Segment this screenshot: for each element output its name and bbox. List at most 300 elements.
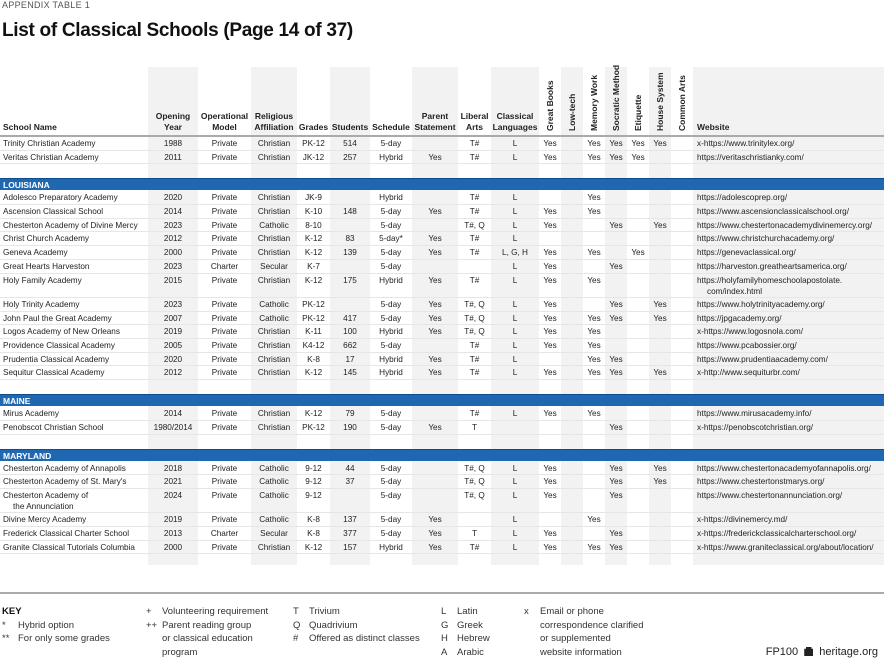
cell-students: 257 xyxy=(343,152,357,162)
key-col5 xyxy=(524,605,644,659)
cell-sm: Yes xyxy=(609,463,623,473)
cell-mw: Yes xyxy=(587,152,601,162)
key-text: or classical education xyxy=(162,633,253,644)
cell-year: 2005 xyxy=(163,341,183,351)
cell-gb: Yes xyxy=(543,152,557,162)
cell-sm: Yes xyxy=(609,139,623,148)
website-link[interactable]: https://www.holytrinityacademy.org/ xyxy=(697,300,825,309)
website-link[interactable]: https://adolescoprep.org/ xyxy=(697,193,788,203)
cell-et: Yes xyxy=(631,152,645,162)
key-entry xyxy=(146,619,268,633)
cell-model: Private xyxy=(211,152,238,162)
cell-religion: Catholic xyxy=(259,463,289,473)
cell-mw: Yes xyxy=(587,275,601,285)
cell-hs: Yes xyxy=(653,463,667,473)
school-name: Sequitur Classical Academy xyxy=(3,368,105,378)
page-title: List of Classical Schools (Page 14 of 37) xyxy=(2,20,353,41)
cell-sm: Yes xyxy=(609,261,623,271)
cell-model: Private xyxy=(211,207,238,217)
school-name: Ascension Classical School xyxy=(3,207,104,217)
cell-hs: Yes xyxy=(653,368,667,378)
school-name: Chesterton Academy of the Annunciation xyxy=(3,490,89,511)
key-text: Arabic xyxy=(457,646,484,658)
cell-parent: Yes xyxy=(428,234,442,244)
cell-year: 2019 xyxy=(163,515,183,525)
cell-students: 137 xyxy=(343,515,357,525)
website-link[interactable]: https://www.prudentiaacademy.com/ xyxy=(697,354,828,364)
cell-parent: Yes xyxy=(428,152,442,162)
cell-sm: Yes xyxy=(609,368,623,378)
cell-mw: Yes xyxy=(587,207,601,217)
key-entry xyxy=(524,605,644,619)
col-religious-affiliation: Religious Affiliation xyxy=(254,111,294,132)
cell-grades: K-12 xyxy=(304,542,323,552)
website-link[interactable]: https://genevaclassical.org/ xyxy=(697,248,796,258)
cell-schedule: 5-day xyxy=(380,515,402,525)
cell-model: Charter xyxy=(210,261,239,271)
cell-liberal: T# xyxy=(469,193,480,203)
table-row xyxy=(0,407,884,421)
table-row xyxy=(0,339,884,353)
cell-religion: Christian xyxy=(257,327,291,337)
cell-students: 148 xyxy=(343,207,357,217)
cell-grades: K4-12 xyxy=(302,341,325,351)
table-row xyxy=(0,527,884,541)
cell-grades: PK-12 xyxy=(302,313,325,323)
key-entry xyxy=(293,605,420,619)
key-text: Email or phone xyxy=(540,606,604,617)
cell-grades: K-8 xyxy=(307,515,320,525)
cell-lang: L xyxy=(512,542,518,552)
cell-lang: L xyxy=(512,261,518,271)
cell-model: Private xyxy=(211,300,238,309)
cell-schedule: 5-day xyxy=(380,220,402,230)
cell-grades: PK-12 xyxy=(302,422,325,432)
cell-grades: K-12 xyxy=(304,234,323,244)
cell-gb: Yes xyxy=(543,248,557,258)
table-row xyxy=(0,205,884,219)
key-entry xyxy=(146,605,268,619)
table-row xyxy=(0,325,884,339)
cell-grades: K-8 xyxy=(307,354,320,364)
table-row xyxy=(0,366,884,380)
cell-schedule: 5-day xyxy=(380,261,402,271)
key-symbol: + xyxy=(146,606,152,617)
cell-lang: L xyxy=(512,300,518,309)
table-row xyxy=(0,274,884,299)
table-row xyxy=(0,475,884,489)
cell-parent: Yes xyxy=(428,275,442,285)
key-symbol: * xyxy=(2,619,6,631)
cell-sm: Yes xyxy=(609,300,623,309)
cell-hs: Yes xyxy=(653,313,667,323)
key-text: or supplemented xyxy=(540,633,611,644)
cell-sm: Yes xyxy=(609,354,623,364)
cell-year: 2014 xyxy=(163,409,183,419)
table-row xyxy=(0,298,884,312)
cell-students: 17 xyxy=(345,354,355,364)
website-link[interactable]: https://www.chestertonacademydivinemercy.org/ xyxy=(697,220,873,230)
cell-grades: 8-10 xyxy=(305,220,322,230)
website-link[interactable]: x-http://www.sequiturbr.com/ xyxy=(697,368,800,378)
cell-model: Private xyxy=(211,368,238,378)
school-name: Divine Mercy Academy xyxy=(3,515,87,525)
website-link[interactable]: https://www.chestertonstmarys.org/ xyxy=(697,477,825,487)
cell-grades: K-12 xyxy=(304,368,323,378)
cell-schedule: Hybrid xyxy=(379,542,403,552)
col-socratic-method: Socratic Method xyxy=(611,64,621,131)
key-text: Greek xyxy=(457,619,483,631)
key-entry xyxy=(524,646,644,660)
table-row xyxy=(0,246,884,260)
col-website: Website xyxy=(697,122,730,132)
website-link[interactable]: https://harveston.greatheartsamerica.org/ xyxy=(697,261,847,271)
cell-lang: L xyxy=(512,207,518,217)
key-entry xyxy=(441,632,490,646)
cell-lang: L xyxy=(512,193,518,203)
footer-code: FP100 xyxy=(765,646,799,658)
key-text: correspondence clarified xyxy=(540,619,644,631)
website-link[interactable]: https://jpgacademy.org/ xyxy=(697,313,782,323)
website-link[interactable]: https://www.ascensionclassicalschool.org/ xyxy=(697,207,849,217)
cell-year: 2023 xyxy=(163,261,183,271)
cell-schedule: 5-day xyxy=(380,139,402,148)
table-row xyxy=(0,219,884,233)
col-common-arts: Common Arts xyxy=(677,75,687,131)
cell-liberal: T#, Q xyxy=(464,313,485,323)
cell-students: 175 xyxy=(343,275,357,285)
cell-lang: L xyxy=(512,341,518,351)
key-symbol: x xyxy=(524,606,529,617)
cell-model: Private xyxy=(211,477,238,487)
key-symbol: Q xyxy=(293,619,301,631)
cell-lang: L xyxy=(512,463,518,473)
key-symbol: T xyxy=(293,606,299,617)
col-low-tech: Low-tech xyxy=(567,93,577,131)
cell-liberal: T#, Q xyxy=(464,300,485,309)
cell-students: 157 xyxy=(343,542,357,552)
cell-hs: Yes xyxy=(653,220,667,230)
website-link[interactable]: x-https://www.logosnola.com/ xyxy=(697,327,804,337)
cell-gb: Yes xyxy=(543,139,557,148)
key-text: Quadrivium xyxy=(309,619,358,631)
cell-schedule: 5-day xyxy=(380,207,402,217)
key-title: KEY xyxy=(2,606,22,617)
key-col1 xyxy=(2,605,110,646)
website-link[interactable]: x-https://frederickclassicalcharterschool.org/ xyxy=(697,529,857,539)
cell-religion: Catholic xyxy=(259,490,289,500)
cell-gb: Yes xyxy=(543,529,557,539)
col-parent-statement: Parent Statement xyxy=(414,111,456,132)
col-great-books: Great Books xyxy=(545,80,555,131)
cell-schedule: 5-day xyxy=(380,409,402,419)
col-grades: Grades xyxy=(298,122,329,132)
cell-mw: Yes xyxy=(587,515,601,525)
cell-liberal: T# xyxy=(469,234,480,244)
cell-religion: Christian xyxy=(257,341,291,351)
cell-mw: Yes xyxy=(587,313,601,323)
col-schedule: Schedule xyxy=(372,122,410,132)
school-name: John Paul the Great Academy xyxy=(3,313,112,323)
website-link[interactable]: x-https://www.trinitylex.org/ xyxy=(697,139,795,148)
cell-grades: K-12 xyxy=(304,409,323,419)
cell-gb: Yes xyxy=(543,409,557,419)
cell-religion: Christian xyxy=(257,152,291,162)
section-spacer xyxy=(0,435,884,449)
cell-religion: Christian xyxy=(257,139,291,148)
key-text: Parent reading group xyxy=(162,619,252,631)
cell-liberal: T# xyxy=(469,341,480,351)
cell-schedule: Hybrid xyxy=(379,368,403,378)
cell-schedule: 5-day xyxy=(380,529,402,539)
cell-religion: Secular xyxy=(260,529,288,539)
cell-liberal: T#, Q xyxy=(464,463,485,473)
cell-gb: Yes xyxy=(543,368,557,378)
cell-students: 83 xyxy=(345,234,355,244)
cell-religion: Christian xyxy=(257,368,291,378)
cell-model: Charter xyxy=(210,529,239,539)
cell-gb: Yes xyxy=(543,300,557,309)
cell-religion: Christian xyxy=(257,248,291,258)
cell-mw: Yes xyxy=(587,193,601,203)
cell-gb: Yes xyxy=(543,542,557,552)
school-name: Trinity Christian Academy xyxy=(3,139,96,148)
cell-liberal: T# xyxy=(469,368,480,378)
cell-lang: L xyxy=(512,368,518,378)
school-name: Great Hearts Harveston xyxy=(3,261,90,271)
cell-sm: Yes xyxy=(609,529,623,539)
cell-grades: K-7 xyxy=(307,261,320,271)
cell-religion: Christian xyxy=(257,234,291,244)
cell-year: 2007 xyxy=(163,313,183,323)
cell-sm: Yes xyxy=(609,422,623,432)
cell-model: Private xyxy=(211,193,238,203)
key-text: Trivium xyxy=(309,606,340,617)
cell-grades: K-12 xyxy=(304,248,323,258)
table-row xyxy=(0,232,884,246)
cell-grades: 9-12 xyxy=(305,490,322,500)
key-col4 xyxy=(441,605,490,659)
cell-model: Private xyxy=(211,409,238,419)
cell-year: 2019 xyxy=(163,327,183,337)
cell-students: 145 xyxy=(343,368,357,378)
cell-model: Private xyxy=(211,515,238,525)
col-house-system: House System xyxy=(655,72,665,131)
cell-lang: L xyxy=(512,275,518,285)
key-entry xyxy=(2,619,110,633)
cell-liberal: T#, Q xyxy=(464,327,485,337)
col-opening-year: Opening Year xyxy=(155,111,191,132)
cell-schedule: 5-day xyxy=(380,248,402,258)
website-link[interactable]: https://www.mirusacademy.info/ xyxy=(697,409,812,419)
heritage-bell-icon xyxy=(804,647,813,656)
cell-schedule: Hybrid xyxy=(379,193,403,203)
cell-gb: Yes xyxy=(543,261,557,271)
section-spacer xyxy=(0,380,884,394)
cell-mw: Yes xyxy=(587,248,601,258)
cell-lang: L xyxy=(512,139,518,148)
website-link[interactable]: https://www.chestertonannunciation.org/ xyxy=(697,490,843,500)
cell-year: 2012 xyxy=(163,234,183,244)
cell-grades: 9-12 xyxy=(305,477,322,487)
key-text: Hybrid option xyxy=(18,619,74,631)
cell-liberal: T#, Q xyxy=(464,220,485,230)
school-name: Frederick Classical Charter School xyxy=(3,529,130,539)
table-row xyxy=(0,312,884,326)
key-symbol: A xyxy=(441,646,448,658)
cell-gb: Yes xyxy=(543,327,557,337)
state-section-header: MAINE xyxy=(0,394,884,406)
cell-schedule: 5-day xyxy=(380,477,402,487)
cell-lang: L xyxy=(512,529,518,539)
cell-liberal: T# xyxy=(469,248,480,258)
key-text: website information xyxy=(540,646,622,658)
key-symbol: H xyxy=(441,633,448,644)
col-classical-languages: Classical Languages xyxy=(492,111,538,132)
cell-model: Private xyxy=(211,341,238,351)
school-name: Adolesco Preparatory Academy xyxy=(3,193,118,203)
cell-sm: Yes xyxy=(609,490,623,500)
cell-liberal: T# xyxy=(469,275,480,285)
cell-schedule: 5-day xyxy=(380,422,402,432)
cell-year: 2023 xyxy=(163,220,183,230)
website-link[interactable]: https://www.chestertonacademyofannapolis.org/ xyxy=(697,463,871,473)
cell-mw: Yes xyxy=(587,354,601,364)
cell-hs: Yes xyxy=(653,300,667,309)
cell-year: 2000 xyxy=(163,542,183,552)
cell-parent: Yes xyxy=(428,313,442,323)
cell-religion: Christian xyxy=(257,354,291,364)
cell-parent: Yes xyxy=(428,422,442,432)
website-link[interactable]: x-https://penobscotchristian.org/ xyxy=(697,422,814,432)
key-entry xyxy=(441,605,490,619)
cell-religion: Christian xyxy=(257,542,291,552)
key-col2 xyxy=(146,605,268,659)
schools-table xyxy=(0,64,884,554)
cell-year: 2014 xyxy=(163,207,183,217)
cell-students: 100 xyxy=(343,327,357,337)
key-entry xyxy=(293,619,420,633)
key-entry xyxy=(524,632,644,646)
footer-divider xyxy=(0,592,884,594)
cell-lang: L xyxy=(512,313,518,323)
cell-year: 2015 xyxy=(163,275,183,285)
table-row xyxy=(0,462,884,476)
school-name: Holy Trinity Academy xyxy=(3,300,80,309)
key-text: Volunteering requirement xyxy=(162,606,269,617)
footer-site-link[interactable]: heritage.org xyxy=(819,646,878,658)
cell-gb: Yes xyxy=(543,490,557,500)
cell-parent: Yes xyxy=(428,354,442,364)
cell-liberal: T# xyxy=(469,152,480,162)
table-row xyxy=(0,489,884,514)
cell-year: 2021 xyxy=(163,477,183,487)
cell-model: Private xyxy=(211,139,238,148)
website-link[interactable]: https://www.pcabossier.org/ xyxy=(697,341,797,351)
cell-grades: PK-12 xyxy=(302,139,325,148)
website-link[interactable]: https://holyfamilyhomeschoolapostolate. com/index.html xyxy=(697,275,843,296)
cell-students: 514 xyxy=(343,139,357,148)
cell-year: 2011 xyxy=(164,152,182,162)
website-link[interactable]: https://www.christchurchacademy.org/ xyxy=(697,234,835,244)
website-link[interactable]: x-https://divinemercy.md/ xyxy=(697,515,788,525)
cell-model: Private xyxy=(211,463,238,473)
key-text: For only some grades xyxy=(18,633,110,644)
cell-students: 37 xyxy=(345,477,355,487)
cell-religion: Christian xyxy=(257,422,291,432)
table-row xyxy=(0,353,884,367)
cell-liberal: T# xyxy=(469,542,480,552)
cell-religion: Christian xyxy=(257,207,291,217)
school-name: Geneva Academy xyxy=(3,248,68,258)
cell-model: Private xyxy=(211,542,238,552)
key-symbol: L xyxy=(441,606,447,617)
cell-parent: Yes xyxy=(428,368,442,378)
cell-students: 190 xyxy=(343,422,357,432)
cell-religion: Christian xyxy=(257,275,291,285)
cell-year: 2012 xyxy=(163,368,183,378)
cell-parent: Yes xyxy=(428,300,442,309)
cell-religion: Christian xyxy=(257,409,291,419)
key-entry xyxy=(146,632,268,646)
cell-mw: Yes xyxy=(587,368,601,378)
cell-parent: Yes xyxy=(428,207,442,217)
col-memory-work: Memory Work xyxy=(589,74,599,131)
cell-students: 79 xyxy=(345,409,355,419)
col-etiquette: Etiquette xyxy=(633,94,643,131)
cell-schedule: 5-day xyxy=(380,463,402,473)
cell-sm: Yes xyxy=(609,313,623,323)
cell-gb: Yes xyxy=(543,207,557,217)
cell-religion: Catholic xyxy=(259,300,289,309)
section-spacer xyxy=(0,164,884,178)
cell-lang: L xyxy=(512,409,518,419)
school-name: Providence Classical Academy xyxy=(3,341,115,351)
cell-model: Private xyxy=(211,327,238,337)
cell-lang: L xyxy=(512,490,518,500)
cell-students: 139 xyxy=(343,248,357,258)
cell-lang: L xyxy=(512,515,518,525)
cell-year: 2024 xyxy=(163,490,183,500)
website-link[interactable]: https://veritaschristianky.com/ xyxy=(697,152,804,162)
cell-religion: Secular xyxy=(260,261,288,271)
cell-schedule: Hybrid xyxy=(379,275,403,285)
cell-schedule: Hybrid xyxy=(379,354,403,364)
cell-year: 2020 xyxy=(163,354,183,364)
cell-schedule: 5-day xyxy=(380,300,402,309)
cell-students: 417 xyxy=(343,313,357,323)
cell-mw: Yes xyxy=(587,139,601,148)
cell-religion: Catholic xyxy=(259,220,289,230)
cell-mw: Yes xyxy=(587,327,601,337)
cell-gb: Yes xyxy=(543,275,557,285)
cell-lang: L xyxy=(512,152,518,162)
key-entry xyxy=(2,632,110,646)
cell-gb: Yes xyxy=(543,220,557,230)
key-symbol: ** xyxy=(2,633,10,644)
cell-gb: Yes xyxy=(543,463,557,473)
website-link[interactable]: x-https://www.graniteclassical.org/about/location/ xyxy=(697,542,874,552)
cell-grades: JK-9 xyxy=(305,193,322,203)
cell-lang: L xyxy=(512,220,518,230)
col-students: Students xyxy=(331,122,369,132)
cell-religion: Christian xyxy=(257,193,291,203)
cell-year: 1980/2014 xyxy=(153,422,193,432)
state-section-header: LOUISIANA xyxy=(0,178,884,190)
school-name: Prudentia Classical Academy xyxy=(3,354,110,364)
cell-model: Private xyxy=(211,234,238,244)
appendix-label: APPENDIX TABLE 1 xyxy=(2,0,91,10)
